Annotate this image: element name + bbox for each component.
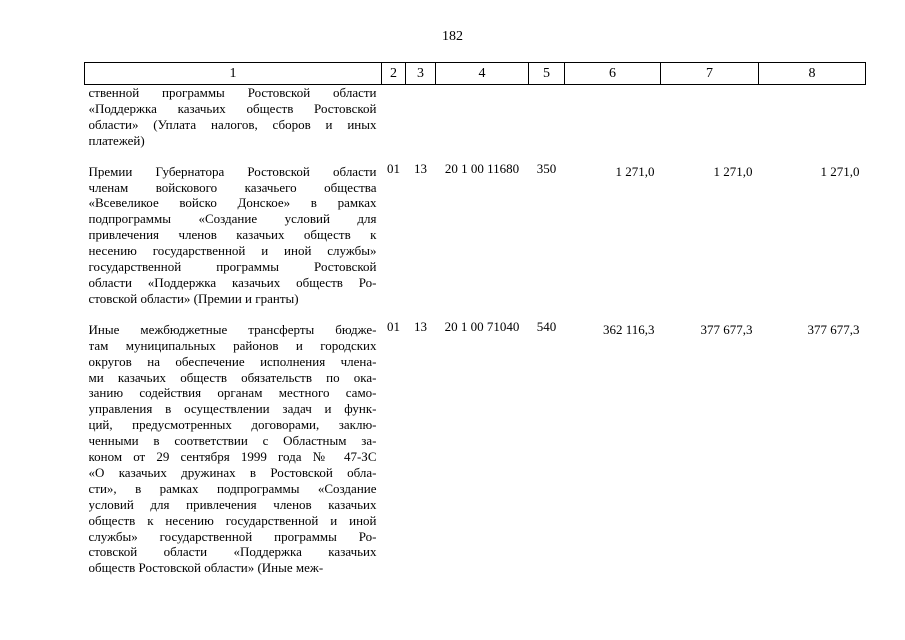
row-description xyxy=(85,85,382,161)
page-number: 182 xyxy=(442,29,463,44)
description-line: привлечения членов казачьих обществ к xyxy=(88,227,377,243)
description-line: членам войскового казачьего общества xyxy=(88,179,377,195)
description-line: подпрограммы «Создание условий для xyxy=(88,211,377,227)
subsection-code: 13 xyxy=(414,160,427,176)
budget-table xyxy=(84,62,866,576)
description-line: «О казачьих дружинах в Ростовской обла- xyxy=(88,464,377,480)
row-description xyxy=(85,319,382,577)
description-line: области «Поддержка казачьих обществ Ро- xyxy=(88,274,377,290)
amount-year-3 xyxy=(759,85,866,161)
column-header-5: 5 xyxy=(529,63,565,85)
description-line: стовской области» (Премии и гранты) xyxy=(88,290,299,306)
description-line: обществ Ростовской области» (Иные меж- xyxy=(88,560,324,576)
description-line: ченными в соответствии с Областным за- xyxy=(88,433,377,449)
subsection-code: 13 xyxy=(414,318,427,334)
description-line: там муниципальных районов и городских xyxy=(88,337,377,353)
column-header-6: 6 xyxy=(565,63,661,85)
description-line: «Поддержка казачьих обществ Ростовской xyxy=(88,100,377,116)
subsection-code xyxy=(406,85,436,161)
target-article-code xyxy=(436,85,529,161)
section-code xyxy=(382,85,406,161)
amount-year-1: 362 116,3 xyxy=(602,321,655,337)
description-line: ми казачьих обществ обязательств по ока- xyxy=(88,369,377,385)
amount-year-2 xyxy=(661,85,759,161)
table-row xyxy=(85,85,866,161)
description-line: «Всевеликое войско Донское» в рамках xyxy=(88,195,377,211)
amount-year-3: 1 271,0 xyxy=(820,163,860,179)
amount-year-1: 1 271,0 xyxy=(615,163,655,179)
expense-type-code xyxy=(529,85,565,161)
table-row xyxy=(85,319,866,577)
description-line: Иные межбюджетные трансферты бюдже- xyxy=(88,321,377,337)
amount-year-2: 377 677,3 xyxy=(700,321,753,337)
description-line: несению государственной и иной службы» xyxy=(88,243,377,259)
description-line: области» (Уплата налогов, сборов и иных xyxy=(88,116,377,132)
description-line: обществ к несению государственной и иной xyxy=(88,512,377,528)
description-line: сти», в рамках подпрограммы «Создание xyxy=(88,480,377,496)
column-header-2: 2 xyxy=(382,63,406,85)
column-header-1: 1 xyxy=(85,63,382,85)
description-line: службы» государственной программы Ро- xyxy=(88,528,377,544)
description-line: ственной программы Ростовской области xyxy=(88,85,377,100)
description-line: Премии Губернатора Ростовской области xyxy=(88,163,377,179)
table-row xyxy=(85,161,866,319)
amount-year-2: 1 271,0 xyxy=(713,163,753,179)
column-header-4: 4 xyxy=(436,63,529,85)
description-line: управления в осуществлении задач и функ- xyxy=(88,401,377,417)
section-code: 01 xyxy=(387,318,400,334)
target-article-code: 20 1 00 11680 xyxy=(444,160,520,176)
column-header-7: 7 xyxy=(661,63,759,85)
description-line: платежей) xyxy=(88,132,145,148)
target-article-code: 20 1 00 71040 xyxy=(444,318,520,334)
description-line: стовской области «Поддержка казачьих xyxy=(88,544,377,560)
description-line: государственной программы Ростовской xyxy=(88,259,377,275)
description-line: округов на обеспечение исполнения члена- xyxy=(88,353,377,369)
row-description xyxy=(85,161,382,319)
column-header-8: 8 xyxy=(759,63,866,85)
description-line: ций, предусмотренных договорами, заклю- xyxy=(88,417,377,433)
description-line: коном от 29 сентября 1999 года № 47-ЗС xyxy=(88,449,377,465)
description-line: условий для привлечения членов казачьих xyxy=(88,496,377,512)
section-code: 01 xyxy=(387,160,400,176)
table-body xyxy=(85,85,866,577)
amount-year-1 xyxy=(565,85,661,161)
amount-year-3: 377 677,3 xyxy=(807,321,860,337)
expense-type-code: 350 xyxy=(536,160,557,176)
expense-type-code: 540 xyxy=(536,318,557,334)
description-line: занию содействия органам местного само- xyxy=(88,385,377,401)
table-header-row xyxy=(85,63,866,85)
column-header-3: 3 xyxy=(406,63,436,85)
